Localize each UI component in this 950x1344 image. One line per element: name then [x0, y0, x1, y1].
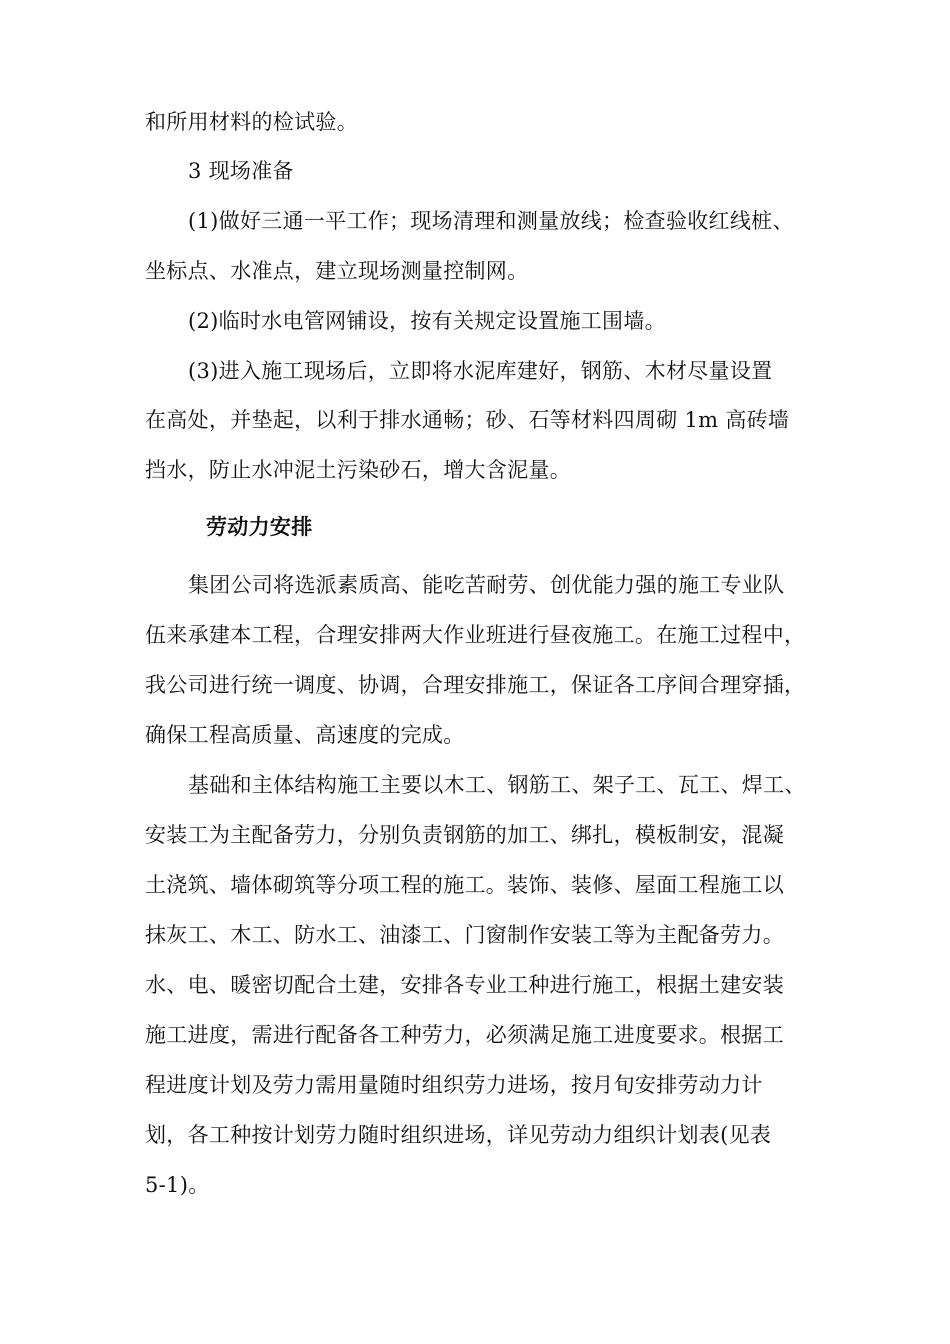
paragraph-line: 施工进度，需进行配备各工种劳力，必须满足施工进度要求。根据工 — [145, 1023, 784, 1047]
paragraph-line: 水、电、暖密切配合土建，安排各专业工种进行施工，根据土建安装 — [145, 973, 784, 997]
paragraph-line: 和所用材料的检试验。 — [145, 110, 358, 134]
paragraph-line: 程进度计划及劳力需用量随时组织劳力进场，按月旬安排劳动力计 — [145, 1073, 763, 1097]
paragraph-line: 抹灰工、木工、防水工、油漆工、门窗制作安装工等为主配备劳力。 — [145, 923, 784, 947]
paragraph-line: 在高处，并垫起，以利于排水通畅；砂、石等材料四周砌 1m 高砖墙 — [145, 408, 790, 432]
paragraph-line: 基础和主体结构施工主要以木工、钢筋工、架子工、瓦工、焊工、 — [188, 773, 806, 797]
section-heading-site-preparation: 3 现场准备 — [188, 159, 294, 183]
paragraph-line: (3)进入施工现场后，立即将水泥库建好，钢筋、木材尽量设置 — [188, 359, 773, 383]
paragraph-line: 5-1)。 — [145, 1173, 210, 1197]
paragraph-line: 土浇筑、墙体砌筑等分项工程的施工。装饰、装修、屋面工程施工以 — [145, 873, 784, 897]
paragraph-line: 挡水，防止水冲泥土污染砂石，增大含泥量。 — [145, 458, 571, 482]
paragraph-line: 安装工为主配备劳力，分别负责钢筋的加工、绑扎，模板制安，混凝 — [145, 823, 784, 847]
paragraph-line: (1)做好三通一平工作；现场清理和测量放线；检查验收红线桩、 — [188, 209, 794, 233]
section-heading-labor: 劳动力安排 — [206, 515, 313, 539]
paragraph-line: 确保工程高质量、高速度的完成。 — [145, 723, 465, 747]
paragraph-line: (2)临时水电管网铺设，按有关规定设置施工围墙。 — [188, 309, 666, 333]
paragraph-line: 划，各工种按计划劳力随时组织进场，详见劳动力组织计划表(见表 — [145, 1123, 772, 1147]
paragraph-line: 集团公司将选派素质高、能吃苦耐劳、创优能力强的施工专业队 — [188, 573, 785, 597]
paragraph-line: 伍来承建本工程，合理安排两大作业班进行昼夜施工。在施工过程中， — [145, 623, 806, 647]
paragraph-line: 我公司进行统一调度、协调，合理安排施工，保证各工序间合理穿插， — [145, 673, 806, 697]
paragraph-line: 坐标点、水准点，建立现场测量控制网。 — [145, 259, 529, 283]
